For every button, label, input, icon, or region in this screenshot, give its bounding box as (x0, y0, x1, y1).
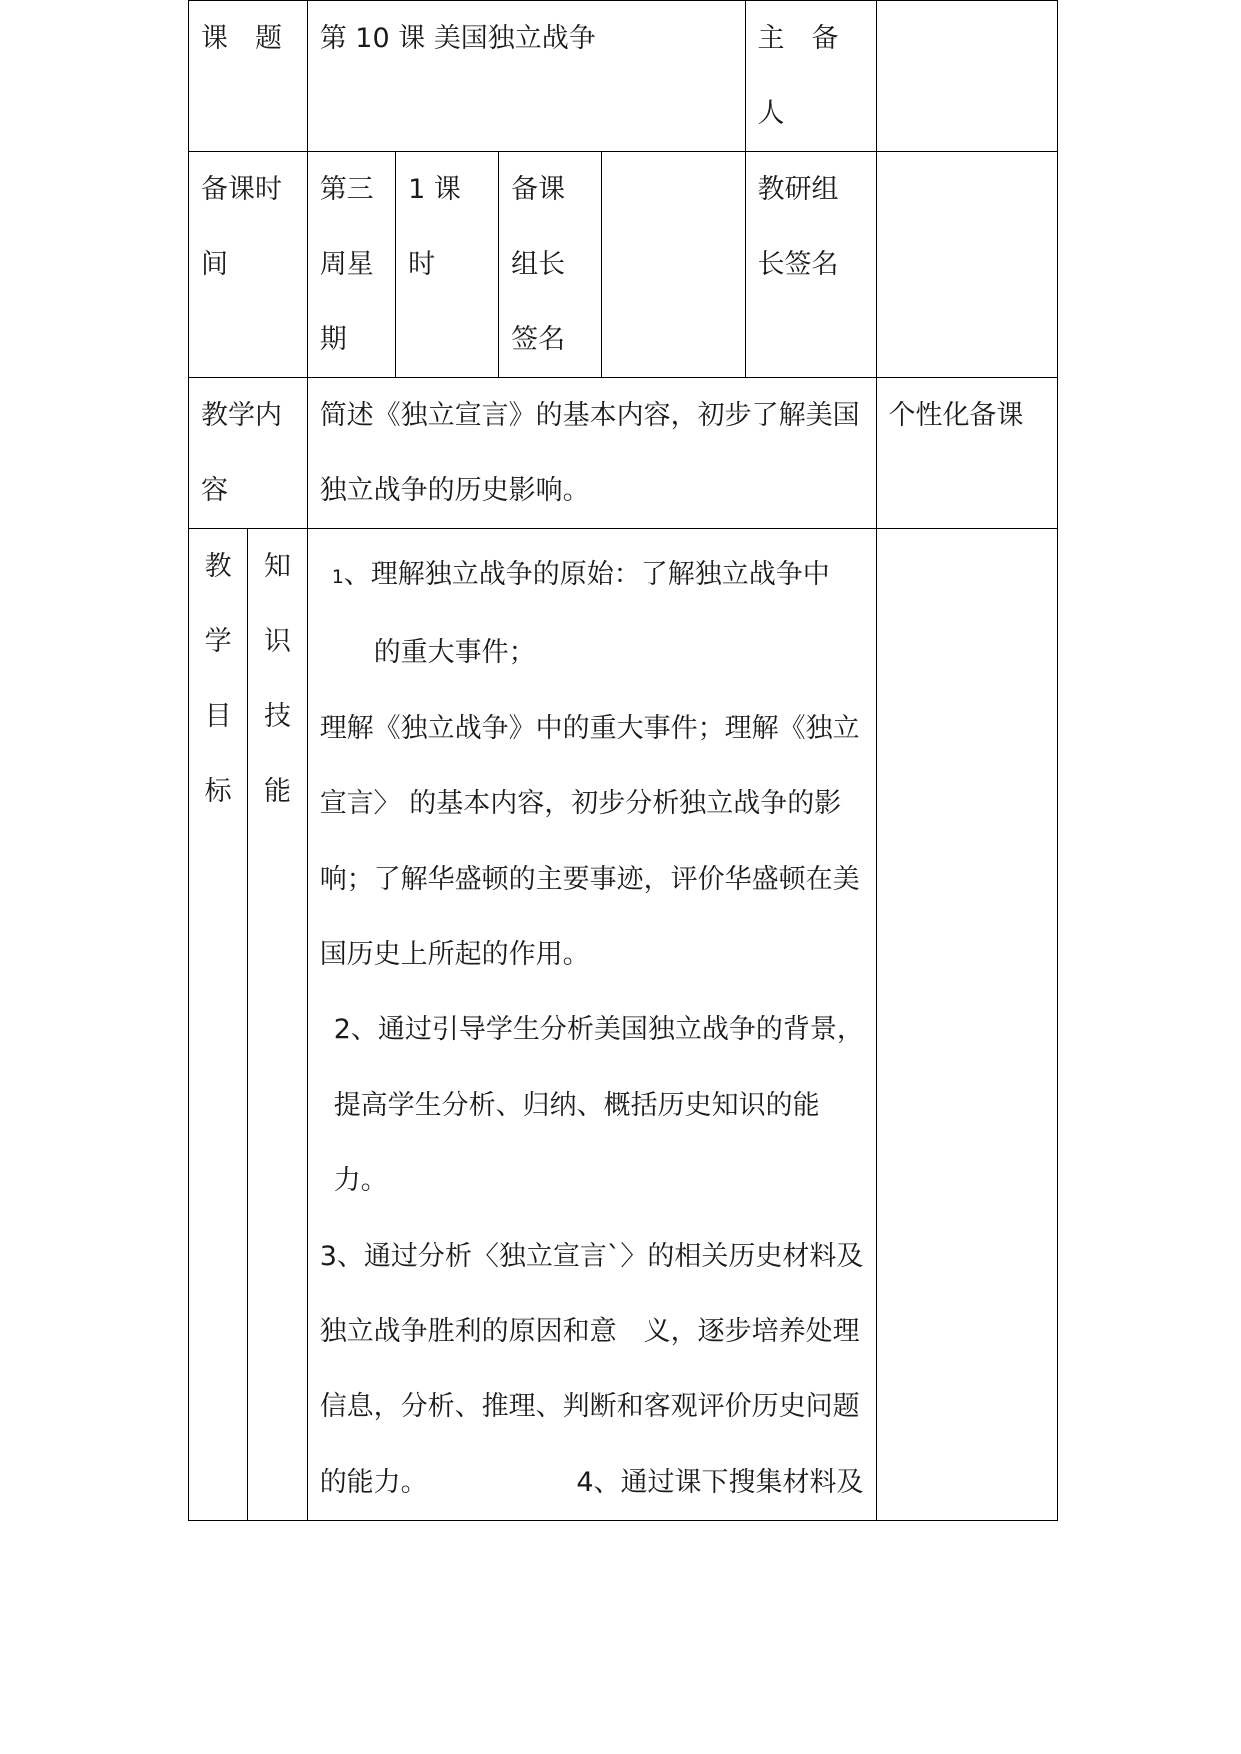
row-objectives (189, 529, 1058, 1521)
row-title (189, 1, 1058, 152)
content-label: 教学内容 (201, 400, 282, 506)
leader-sign-label-cell (499, 152, 602, 378)
content-value-cell (307, 378, 876, 529)
content-value: 简述《独立宣言》的基本内容，初步了解美国独立战争的历史影响。 (319, 400, 860, 506)
periods-cell (396, 152, 499, 378)
objective-paragraph-2: 理解《独立战争》中的重大事件；理解《独立宣言〉 的基本内容，初步分析独立战争的影响；了解华盛顿的主要事迹，评价华盛顿在美国历史上所起的作用。 (319, 712, 860, 971)
objectives-label: 教学目标 (204, 551, 232, 807)
title-value-cell (307, 1, 745, 152)
periods-value: 1 课时 (408, 174, 461, 280)
title-label: 课 题 (201, 23, 282, 54)
knowledge-label-cell (248, 529, 307, 1521)
personal-label-cell (876, 378, 1057, 529)
preparer-label: 主 备人 (757, 23, 839, 129)
row-prep-time (189, 152, 1058, 378)
week-cell (307, 152, 395, 378)
content-label-cell (189, 378, 308, 529)
objective-item-2: 2、通过引导学生分析美国独立战争的背景，提高学生分析、归纳、概括历史知识的能力。 (333, 1014, 864, 1197)
lesson-title: 第 10 课 美国独立战争 (319, 23, 596, 54)
leader-sign-label: 备课组长签名 (511, 174, 566, 355)
director-sign-label: 教研组长签名 (757, 174, 839, 280)
prep-time-label-cell (189, 152, 308, 378)
personal-label: 个性化备课 (888, 400, 1024, 431)
objective-item-1 (320, 537, 864, 615)
director-sign-value-cell[interactable] (876, 152, 1057, 378)
knowledge-label: 知识技能 (264, 551, 292, 807)
objective-item-1-text: 、理解独立战争的原始：了解独立战争中 (343, 559, 830, 590)
objective-item-1-number: 1 (331, 566, 344, 588)
preparer-label-cell (745, 1, 876, 152)
week-value: 第三周星期 (319, 174, 374, 355)
objective-item-4: 4、通过课下搜集材料及 (576, 1466, 864, 1498)
title-label-cell (189, 1, 308, 152)
objectives-label-cell (189, 529, 248, 1521)
director-sign-label-cell (745, 152, 876, 378)
objective-item-1-continuation: 的重大事件； (373, 637, 536, 669)
prep-time-label: 备课时间 (201, 174, 282, 280)
leader-sign-value-cell[interactable] (602, 152, 745, 378)
objective-item-3: 3、通过分析〈独立宣言`〉的相关历史材料及独立战争胜利的原因和意 义，逐步培养处理信息，分析、推理、判断和客观评价历史问题的能力。 (319, 1240, 864, 1498)
preparer-value-cell[interactable] (876, 1, 1057, 152)
row-content (189, 378, 1058, 529)
objectives-text-cell (307, 529, 876, 1521)
personal-value-cell[interactable] (876, 529, 1057, 1521)
lesson-plan-table (188, 0, 1058, 1521)
